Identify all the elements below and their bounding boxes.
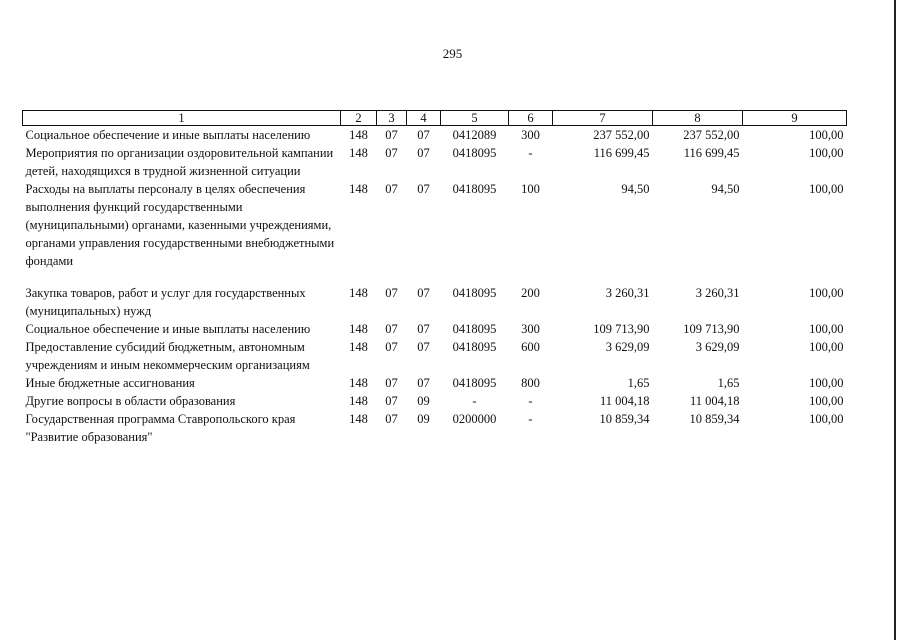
- row-plan: 3 629,09: [605, 340, 650, 354]
- row-vr: 300: [521, 128, 540, 142]
- row-plan: 116 699,45: [593, 146, 650, 160]
- row-name: Государственная программа Ставропольского края "Развитие образования": [25, 412, 296, 444]
- row-ved: 148: [349, 128, 368, 142]
- row-pr: 07: [417, 286, 430, 300]
- row-name: Социальное обеспечение и иные выплаты населению: [25, 128, 311, 142]
- row-fact: 109 713,90: [683, 322, 740, 336]
- row-csr: 0412089: [452, 128, 497, 142]
- page-number: 295: [442, 46, 463, 61]
- row-ved: 148: [349, 394, 368, 408]
- row-fact: 116 699,45: [683, 146, 740, 160]
- row-pct: 100,00: [809, 322, 844, 336]
- row-pct: 100,00: [809, 182, 844, 196]
- row-plan: 94,50: [621, 182, 650, 196]
- table-row: [23, 284, 847, 320]
- col-header-7: 7: [553, 111, 653, 126]
- col-header-3: 3: [377, 111, 407, 126]
- table-row: [23, 410, 847, 446]
- row-pr: 07: [417, 128, 430, 142]
- col-header-5: 5: [441, 111, 509, 126]
- row-pr: 09: [417, 394, 430, 408]
- row-pr: 07: [417, 376, 430, 390]
- row-ved: 148: [349, 412, 368, 426]
- row-fact: 3 260,31: [695, 286, 740, 300]
- row-rz: 07: [385, 146, 398, 160]
- row-vr: 300: [521, 322, 540, 336]
- row-rz: 07: [385, 128, 398, 142]
- row-pr: 07: [417, 322, 430, 336]
- budget-table: [22, 110, 847, 446]
- row-fact: 94,50: [711, 182, 740, 196]
- row-ved: 148: [349, 182, 368, 196]
- col-header-8: 8: [653, 111, 743, 126]
- row-pct: 100,00: [809, 376, 844, 390]
- table-row: [23, 126, 847, 145]
- row-name: Другие вопросы в области образования: [25, 394, 236, 408]
- row-csr: 0418095: [452, 340, 497, 354]
- col-header-9: 9: [743, 111, 847, 126]
- row-plan: 11 004,18: [599, 394, 650, 408]
- table-spacer-row: [23, 270, 847, 284]
- row-fact: 11 004,18: [689, 394, 740, 408]
- row-plan: 237 552,00: [593, 128, 650, 142]
- row-rz: 07: [385, 182, 398, 196]
- row-pct: 100,00: [809, 340, 844, 354]
- col-header-6: 6: [509, 111, 553, 126]
- row-ved: 148: [349, 146, 368, 160]
- row-csr: 0418095: [452, 376, 497, 390]
- table-row: [23, 144, 847, 180]
- row-pct: 100,00: [809, 394, 844, 408]
- col-header-2: 2: [341, 111, 377, 126]
- row-name: Расходы на выплаты персоналу в целях обеспечения выполнения функций государственными (муниципальными) органами, казенными учреждениями, органами управления государственными внебюджетными фондами: [25, 182, 335, 268]
- row-ved: 148: [349, 322, 368, 336]
- row-plan: 109 713,90: [593, 322, 650, 336]
- row-vr: -: [528, 412, 533, 426]
- row-pct: 100,00: [809, 286, 844, 300]
- row-csr: 0418095: [452, 146, 497, 160]
- row-name: Закупка товаров, работ и услуг для государственных (муниципальных) нужд: [25, 286, 306, 318]
- row-ved: 148: [349, 286, 368, 300]
- row-ved: 148: [349, 340, 368, 354]
- row-vr: 200: [521, 286, 540, 300]
- row-rz: 07: [385, 376, 398, 390]
- row-rz: 07: [385, 322, 398, 336]
- row-pr: 07: [417, 340, 430, 354]
- table-row: [23, 320, 847, 338]
- row-plan: 1,65: [627, 376, 650, 390]
- col-header-4: 4: [407, 111, 441, 126]
- row-vr: 100: [521, 182, 540, 196]
- row-csr: 0418095: [452, 286, 497, 300]
- row-plan: 3 260,31: [605, 286, 650, 300]
- table-row: [23, 392, 847, 410]
- row-vr: -: [528, 146, 533, 160]
- row-name: Мероприятия по организации оздоровительной кампании детей, находящихся в трудной жизненной ситуации: [25, 146, 334, 178]
- table-row: [23, 180, 847, 270]
- row-pct: 100,00: [809, 128, 844, 142]
- row-name: Социальное обеспечение и иные выплаты населению: [25, 322, 311, 336]
- spacer-cell: [23, 270, 847, 284]
- row-pr: 07: [417, 146, 430, 160]
- row-fact: 3 629,09: [695, 340, 740, 354]
- row-pct: 100,00: [809, 146, 844, 160]
- row-pr: 09: [417, 412, 430, 426]
- table-row: [23, 338, 847, 374]
- row-fact: 1,65: [717, 376, 740, 390]
- row-vr: 600: [521, 340, 540, 354]
- row-csr: 0200000: [452, 412, 497, 426]
- table-row: [23, 374, 847, 392]
- row-ved: 148: [349, 376, 368, 390]
- row-fact: 10 859,34: [689, 412, 740, 426]
- row-name: Предоставление субсидий бюджетным, автономным учреждениям и иным некоммерческим организациям: [25, 340, 310, 372]
- row-csr: -: [472, 394, 477, 408]
- row-csr: 0418095: [452, 182, 497, 196]
- row-vr: 800: [521, 376, 540, 390]
- row-csr: 0418095: [452, 322, 497, 336]
- row-vr: -: [528, 394, 533, 408]
- row-pct: 100,00: [809, 412, 844, 426]
- row-rz: 07: [385, 286, 398, 300]
- row-rz: 07: [385, 394, 398, 408]
- row-rz: 07: [385, 412, 398, 426]
- page-edge-divider: [894, 0, 896, 640]
- row-fact: 237 552,00: [683, 128, 740, 142]
- row-pr: 07: [417, 182, 430, 196]
- col-header-1: 1: [23, 111, 341, 126]
- row-rz: 07: [385, 340, 398, 354]
- row-name: Иные бюджетные ассигнования: [25, 376, 195, 390]
- table-header-row: [23, 111, 847, 126]
- row-plan: 10 859,34: [599, 412, 650, 426]
